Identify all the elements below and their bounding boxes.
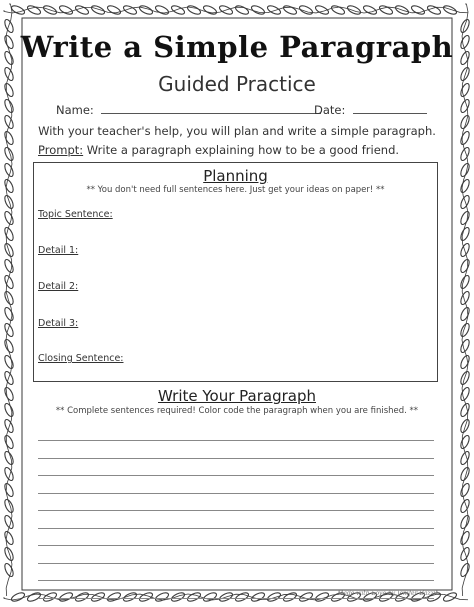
worksheet-subtitle: Guided Practice xyxy=(158,72,316,96)
name-row xyxy=(56,103,321,117)
name-field[interactable] xyxy=(101,113,321,114)
detail-2-label: Detail 2: xyxy=(38,281,79,292)
writing-line[interactable] xyxy=(38,598,434,599)
detail-3-label: Detail 3: xyxy=(38,318,79,329)
topic-sentence-label: Topic Sentence: xyxy=(38,209,113,220)
date-row xyxy=(314,103,427,117)
writing-line[interactable] xyxy=(38,440,434,441)
planning-note: ** You don't need full sentences here. Just get your ideas on paper! ** xyxy=(86,185,385,195)
writing-line[interactable] xyxy=(38,528,434,529)
date-field[interactable] xyxy=(353,113,427,114)
prompt-text: Write a paragraph explaining how to be a good friend. xyxy=(86,143,400,157)
writing-line[interactable] xyxy=(38,545,434,546)
prompt-row xyxy=(38,143,399,157)
credit-text: Made with Love by Jenifer Bazzit xyxy=(337,590,438,597)
worksheet-title: Write a Simple Paragraph xyxy=(20,30,454,64)
planning-box xyxy=(33,162,438,382)
date-label: Date: xyxy=(314,103,346,117)
writing-line[interactable] xyxy=(38,475,434,476)
name-label: Name: xyxy=(56,103,94,117)
prompt-label: Prompt: xyxy=(38,143,84,157)
writing-line[interactable] xyxy=(38,510,434,511)
instruction-text: With your teacher's help, you will plan and write a simple paragraph. xyxy=(38,124,436,138)
writing-line[interactable] xyxy=(38,580,434,581)
paragraph-heading: Write Your Paragraph xyxy=(158,387,316,405)
writing-line[interactable] xyxy=(38,458,434,459)
paragraph-note: ** Complete sentences required! Color code the paragraph when you are finished. ** xyxy=(55,406,419,416)
closing-sentence-label: Closing Sentence: xyxy=(38,353,124,364)
writing-line[interactable] xyxy=(38,493,434,494)
planning-heading: Planning xyxy=(203,167,268,185)
detail-1-label: Detail 1: xyxy=(38,245,79,256)
writing-line[interactable] xyxy=(38,563,434,564)
